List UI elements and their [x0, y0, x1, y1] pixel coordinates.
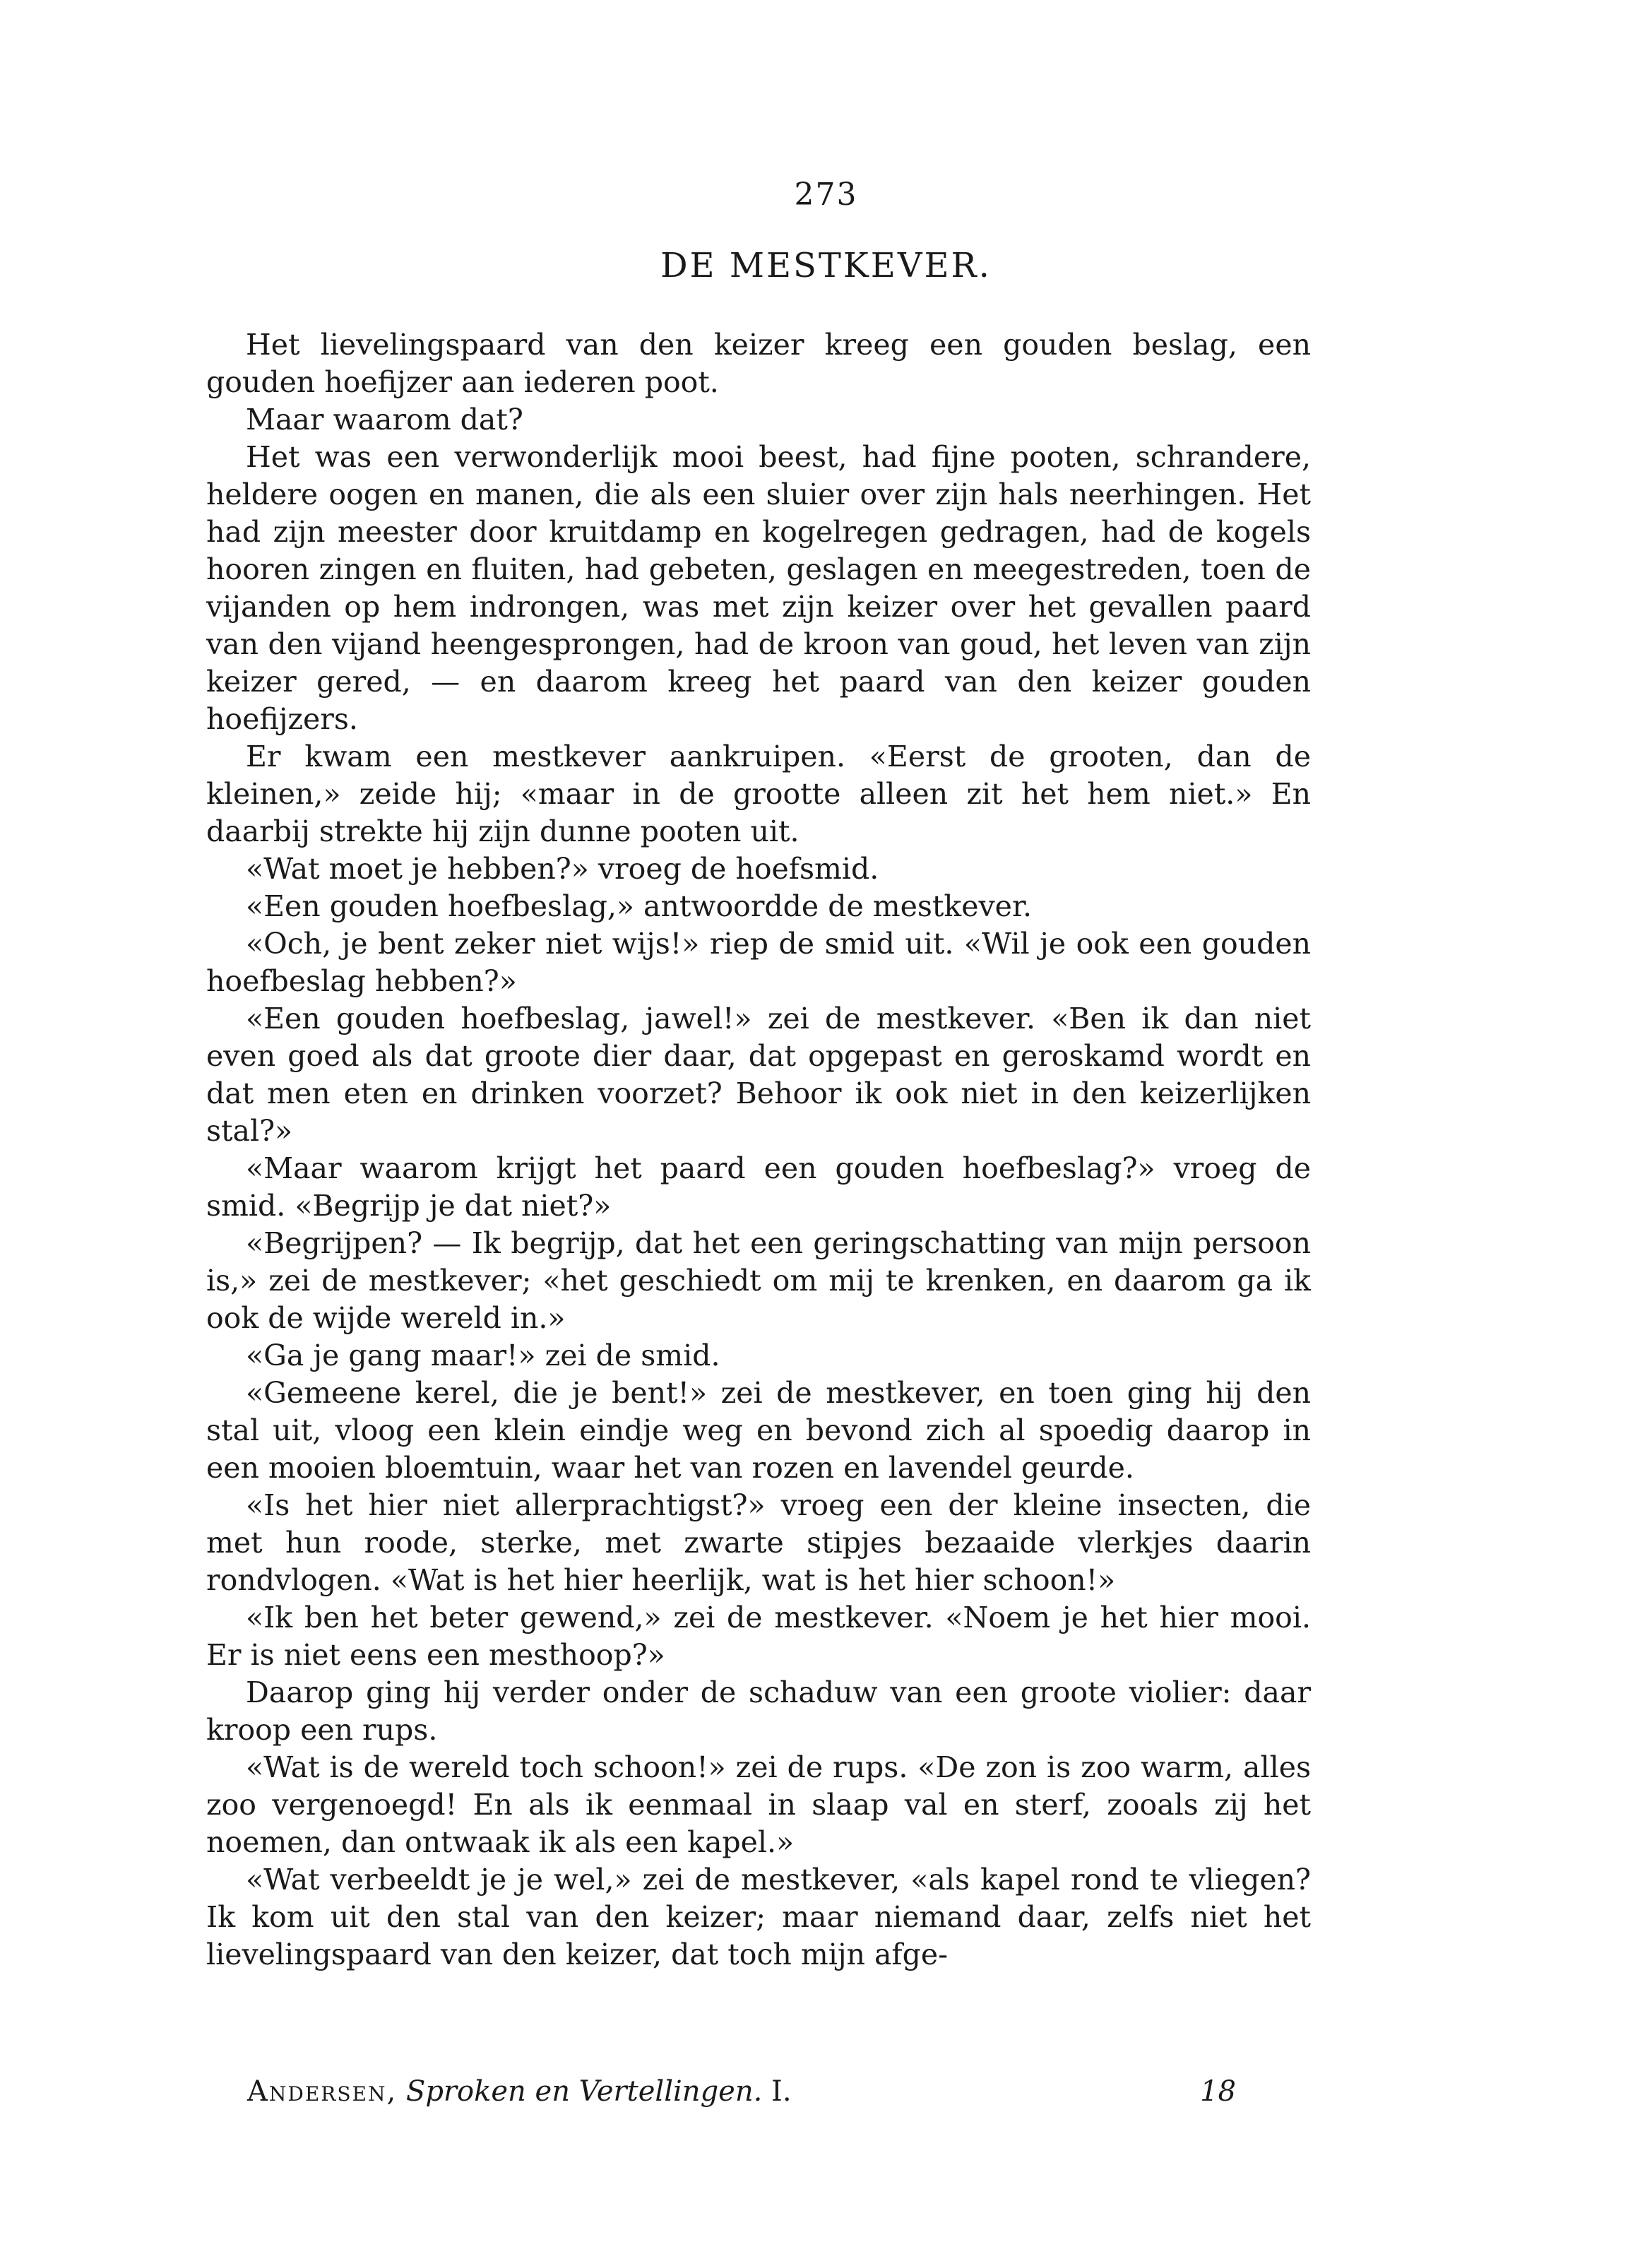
paragraph: «Wat is de wereld toch schoon!» zei de rups. «De zon is zoo warm, alles zoo vergenoegd! En als ik eenmaal in slaap val en sterf, zooals zij het noemen, dan ontwaak ik als een kapel.» — [206, 1750, 1311, 1859]
paragraph: «Begrijpen? — Ik begrijp, dat het een geringschatting van mijn persoon is,» zei de mestkever; «het geschiedt om mij te krenken, en daarom ga ik ook de wijde wereld in.» — [206, 1226, 1311, 1335]
footer-volume: I. — [771, 2075, 792, 2108]
footer-book-title: Sproken en Vertellingen. — [405, 2075, 763, 2108]
paragraph: Er kwam een mestkever aankruipen. «Eerst de grooten, dan de kleinen,» zeide hij; «maar in de grootte alleen zit het hem niet.» En daarbij strekte hij zijn dunne pooten uit. — [206, 740, 1311, 848]
paragraph: «Wat moet je hebben?» vroeg de hoefsmid. — [246, 852, 879, 886]
page-footer — [247, 2075, 1236, 2118]
paragraph: Maar waarom dat? — [246, 403, 523, 437]
paragraph: Daarop ging hij verder onder de schaduw van een groote violier: daar kroop een rups. — [206, 1675, 1311, 1747]
paragraph: «Een gouden hoefbeslag,» antwoordde de mestkever. — [246, 889, 1033, 923]
paragraph: «Ga je gang maar!» zei de smid. — [246, 1339, 720, 1372]
paragraph: «Wat verbeeldt je je wel,» zei de mestkever, «als kapel rond te vliegen? Ik kom uit den stal van den keizer; maar niemand daar, zelfs niet het lievelingspaard van den keizer, dat toch mijn afge- — [206, 1863, 1311, 1971]
chapter-title: DE MESTKEVER. — [660, 246, 992, 285]
page-number: 273 — [794, 177, 858, 213]
paragraph: «Maar waarom krijgt het paard een gouden hoefbeslag?» vroeg de smid. «Begrijp je dat niet?» — [206, 1151, 1311, 1223]
paragraph: «Och, je bent zeker niet wijs!» riep de smid uit. «Wil je ook een gouden hoefbeslag hebben?» — [206, 927, 1311, 998]
paragraph: «Is het hier niet allerprachtigst?» vroeg een der kleine insecten, die met hun roode, sterke, met zwarte stipjes bezaaide vlerkjes daarin rondvlogen. «Wat is het hier heerlijk, wat is het hier schoon!» — [206, 1488, 1311, 1597]
paragraph: «Een gouden hoefbeslag, jawel!» zei de mestkever. «Ben ik dan niet even goed als dat groote dier daar, dat opgepast en geroskamd wordt en dat men eten en drinken voorzet? Behoor ik ook niet in den keizerlijken stal?» — [206, 1002, 1311, 1148]
paragraph: «Gemeene kerel, die je bent!» zei de mestkever, en toen ging hij den stal uit, vloog een klein eindje weg en bevond zich al spoedig daarop in een mooien bloemtuin, waar het van rozen en lavendel geurde. — [206, 1376, 1311, 1485]
footer-citation — [247, 2075, 792, 2108]
paragraph: Het was een verwonderlijk mooi beest, had fijne pooten, schrandere, heldere oogen en manen, die als een sluier over zijn hals neerhingen. Het had zijn meester door kruitdamp en kogelregen gedragen, had de kogels hooren zingen en fluiten, had gebeten, geslagen en meegestreden, toen de vijanden op hem indrongen, was met zijn keizer over het gevallen paard van den vijand heengesprongen, had de kroon van goud, het leven van zijn keizer gered, — en daarom kreeg het paard van den keizer gouden hoefijzers. — [206, 440, 1311, 736]
paragraph: «Ik ben het beter gewend,» zei de mestkever. «Noem je het hier mooi. Er is niet eens een mesthoop?» — [206, 1601, 1311, 1672]
body-text — [206, 326, 1311, 1974]
paragraph: Het lievelingspaard van den keizer kreeg een gouden beslag, een gouden hoefijzer aan iederen poot. — [206, 328, 1311, 399]
footer-signature-mark: 18 — [1200, 2075, 1236, 2108]
footer-author: Andersen, — [247, 2075, 398, 2108]
